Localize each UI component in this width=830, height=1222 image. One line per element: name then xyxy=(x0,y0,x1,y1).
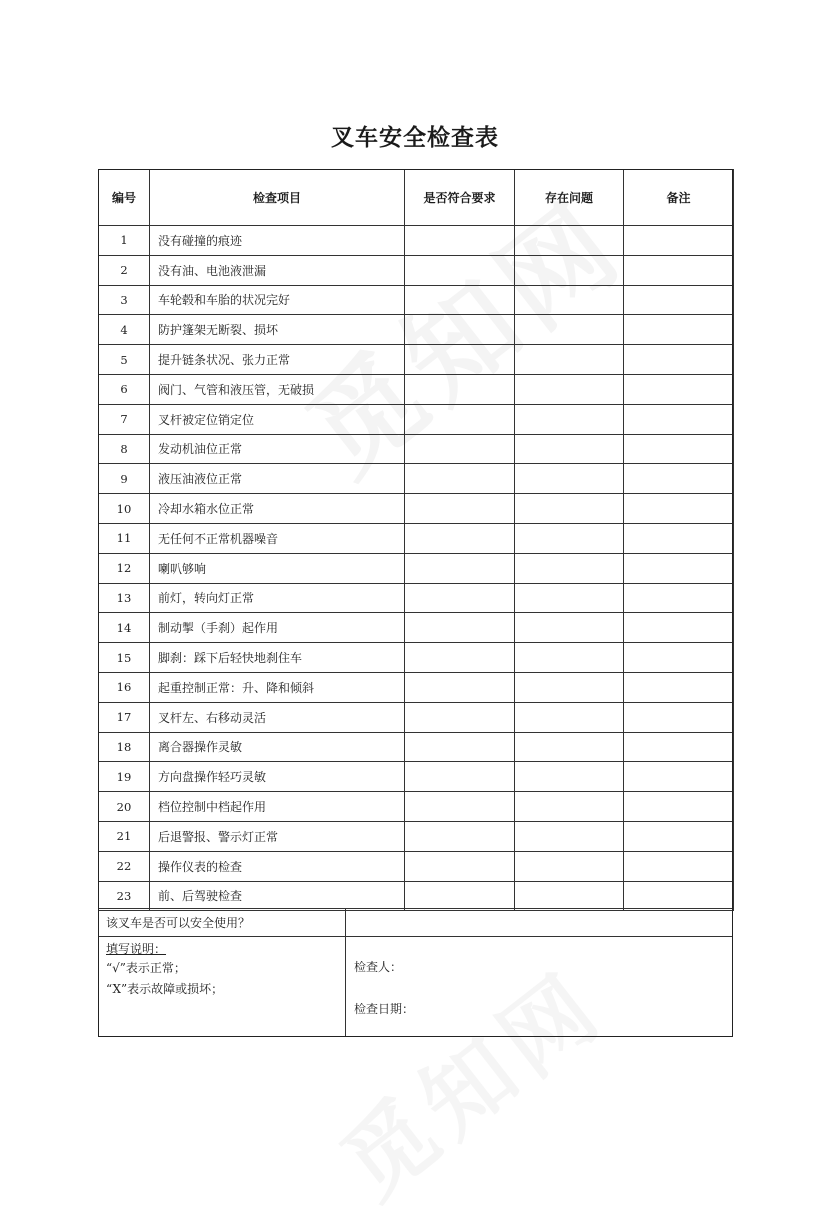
remarks-cell[interactable] xyxy=(624,434,734,464)
compliant-cell[interactable] xyxy=(405,553,515,583)
safety-question-row xyxy=(98,908,733,937)
remarks-cell[interactable] xyxy=(624,762,734,792)
table-header-row xyxy=(99,170,734,226)
row-check-item: 喇叭够响 xyxy=(150,553,405,583)
remarks-cell[interactable] xyxy=(624,404,734,434)
table-row xyxy=(99,315,734,345)
table-row xyxy=(99,792,734,822)
remarks-cell[interactable] xyxy=(624,315,734,345)
row-number: 15 xyxy=(99,643,150,673)
remarks-cell[interactable] xyxy=(624,523,734,553)
issues-cell[interactable] xyxy=(515,464,624,494)
remarks-cell[interactable] xyxy=(624,345,734,375)
issues-cell[interactable] xyxy=(515,672,624,702)
row-number: 9 xyxy=(99,464,150,494)
compliant-cell[interactable] xyxy=(405,494,515,524)
table-row xyxy=(99,732,734,762)
remarks-cell[interactable] xyxy=(624,732,734,762)
row-check-item: 方向盘操作轻巧灵敏 xyxy=(150,762,405,792)
row-check-item: 前、后驾驶检查 xyxy=(150,881,405,911)
row-check-item: 防护篷架无断裂、损坏 xyxy=(150,315,405,345)
issues-cell[interactable] xyxy=(515,226,624,256)
remarks-cell[interactable] xyxy=(624,851,734,881)
signature-row xyxy=(98,937,733,1037)
row-number: 19 xyxy=(99,762,150,792)
table-row xyxy=(99,464,734,494)
table-row xyxy=(99,255,734,285)
compliant-cell[interactable] xyxy=(405,315,515,345)
issues-cell[interactable] xyxy=(515,762,624,792)
compliant-cell[interactable] xyxy=(405,792,515,822)
compliant-cell[interactable] xyxy=(405,374,515,404)
issues-cell[interactable] xyxy=(515,613,624,643)
table-row xyxy=(99,762,734,792)
compliant-cell[interactable] xyxy=(405,881,515,911)
row-check-item: 提升链条状况、张力正常 xyxy=(150,345,405,375)
row-check-item: 发动机油位正常 xyxy=(150,434,405,464)
table-row xyxy=(99,553,734,583)
issues-cell[interactable] xyxy=(515,315,624,345)
fill-instruction-fault: “X”表示故障或损坏； xyxy=(106,982,224,996)
table-row xyxy=(99,881,734,911)
table-row xyxy=(99,434,734,464)
row-check-item: 车轮毂和车胎的状况完好 xyxy=(150,285,405,315)
table-row xyxy=(99,643,734,673)
row-number: 4 xyxy=(99,315,150,345)
issues-cell[interactable] xyxy=(515,643,624,673)
table-row xyxy=(99,404,734,434)
compliant-cell[interactable] xyxy=(405,613,515,643)
row-number: 11 xyxy=(99,523,150,553)
compliant-cell[interactable] xyxy=(405,226,515,256)
table-body xyxy=(99,226,734,911)
table-row xyxy=(99,613,734,643)
inspector-label: 检查人： xyxy=(354,960,403,974)
row-number: 1 xyxy=(99,226,150,256)
row-check-item: 没有油、电池液泄漏 xyxy=(150,255,405,285)
compliant-cell[interactable] xyxy=(405,523,515,553)
page-title: 叉车安全检查表 xyxy=(331,125,499,151)
fill-instructions xyxy=(98,937,346,1037)
row-check-item: 档位控制中档起作用 xyxy=(150,792,405,822)
table-row xyxy=(99,523,734,553)
table-row xyxy=(99,702,734,732)
table-row xyxy=(99,345,734,375)
compliant-cell[interactable] xyxy=(405,643,515,673)
header-compliant: 是否符合要求 xyxy=(405,170,515,226)
row-number: 23 xyxy=(99,881,150,911)
safety-question: 该叉车是否可以安全使用？ xyxy=(98,909,346,936)
compliant-cell[interactable] xyxy=(405,464,515,494)
row-check-item: 叉杆被定位销定位 xyxy=(150,404,405,434)
issues-cell[interactable] xyxy=(515,583,624,613)
issues-cell[interactable] xyxy=(515,345,624,375)
row-check-item: 前灯，转向灯正常 xyxy=(150,583,405,613)
issues-cell[interactable] xyxy=(515,494,624,524)
row-number: 3 xyxy=(99,285,150,315)
remarks-cell[interactable] xyxy=(624,643,734,673)
remarks-cell[interactable] xyxy=(624,374,734,404)
row-number: 10 xyxy=(99,494,150,524)
row-check-item: 阀门、气管和液压管，无破损 xyxy=(150,374,405,404)
issues-cell[interactable] xyxy=(515,553,624,583)
table-row xyxy=(99,494,734,524)
remarks-cell[interactable] xyxy=(624,255,734,285)
remarks-cell[interactable] xyxy=(624,792,734,822)
issues-cell[interactable] xyxy=(515,404,624,434)
row-number: 6 xyxy=(99,374,150,404)
header-item: 检查项目 xyxy=(150,170,405,226)
row-number: 12 xyxy=(99,553,150,583)
issues-cell[interactable] xyxy=(515,285,624,315)
row-number: 17 xyxy=(99,702,150,732)
compliant-cell[interactable] xyxy=(405,672,515,702)
row-number: 8 xyxy=(99,434,150,464)
row-check-item: 制动掣（手刹）起作用 xyxy=(150,613,405,643)
table-row xyxy=(99,821,734,851)
fill-instruction-normal: “√”表示正常； xyxy=(106,961,186,975)
table-row xyxy=(99,851,734,881)
compliant-cell[interactable] xyxy=(405,702,515,732)
table-row xyxy=(99,374,734,404)
compliant-cell[interactable] xyxy=(405,404,515,434)
compliant-cell[interactable] xyxy=(405,345,515,375)
compliant-cell[interactable] xyxy=(405,762,515,792)
issues-cell[interactable] xyxy=(515,851,624,881)
issues-cell[interactable] xyxy=(515,881,624,911)
row-check-item: 后退警报、警示灯正常 xyxy=(150,821,405,851)
row-check-item: 起重控制正常：升、降和倾斜 xyxy=(150,672,405,702)
issues-cell[interactable] xyxy=(515,255,624,285)
row-check-item: 操作仪表的检查 xyxy=(150,851,405,881)
table-row xyxy=(99,583,734,613)
row-number: 22 xyxy=(99,851,150,881)
issues-cell[interactable] xyxy=(515,732,624,762)
issues-cell[interactable] xyxy=(515,523,624,553)
remarks-cell[interactable] xyxy=(624,672,734,702)
compliant-cell[interactable] xyxy=(405,434,515,464)
compliant-cell[interactable] xyxy=(405,851,515,881)
compliant-cell[interactable] xyxy=(405,732,515,762)
row-number: 18 xyxy=(99,732,150,762)
remarks-cell[interactable] xyxy=(624,553,734,583)
header-issues: 存在问题 xyxy=(515,170,624,226)
compliant-cell[interactable] xyxy=(405,255,515,285)
header-remarks: 备注 xyxy=(624,170,734,226)
signature-area xyxy=(354,937,724,1037)
row-number: 20 xyxy=(99,792,150,822)
row-number: 13 xyxy=(99,583,150,613)
row-check-item: 脚刹：踩下后轻快地刹住车 xyxy=(150,643,405,673)
issues-cell[interactable] xyxy=(515,702,624,732)
row-check-item: 离合器操作灵敏 xyxy=(150,732,405,762)
row-number: 7 xyxy=(99,404,150,434)
row-number: 5 xyxy=(99,345,150,375)
table-row xyxy=(99,285,734,315)
remarks-cell[interactable] xyxy=(624,285,734,315)
remarks-cell[interactable] xyxy=(624,494,734,524)
header-number: 编号 xyxy=(99,170,150,226)
issues-cell[interactable] xyxy=(515,374,624,404)
compliant-cell[interactable] xyxy=(405,285,515,315)
row-check-item: 液压油液位正常 xyxy=(150,464,405,494)
remarks-cell[interactable] xyxy=(624,881,734,911)
remarks-cell[interactable] xyxy=(624,464,734,494)
inspection-date-label: 检查日期： xyxy=(354,1002,415,1016)
compliant-cell[interactable] xyxy=(405,583,515,613)
issues-cell[interactable] xyxy=(515,821,624,851)
row-check-item: 没有碰撞的痕迹 xyxy=(150,226,405,256)
remarks-cell[interactable] xyxy=(624,583,734,613)
issues-cell[interactable] xyxy=(515,792,624,822)
remarks-cell[interactable] xyxy=(624,613,734,643)
fill-instructions-title: 填写说明： xyxy=(106,942,167,956)
issues-cell[interactable] xyxy=(515,434,624,464)
row-check-item: 冷却水箱水位正常 xyxy=(150,494,405,524)
table-row xyxy=(99,226,734,256)
compliant-cell[interactable] xyxy=(405,821,515,851)
remarks-cell[interactable] xyxy=(624,702,734,732)
remarks-cell[interactable] xyxy=(624,821,734,851)
row-check-item: 叉杆左、右移动灵活 xyxy=(150,702,405,732)
row-number: 14 xyxy=(99,613,150,643)
row-number: 16 xyxy=(99,672,150,702)
row-check-item: 无任何不正常机器噪音 xyxy=(150,523,405,553)
remarks-cell[interactable] xyxy=(624,226,734,256)
row-number: 2 xyxy=(99,255,150,285)
row-number: 21 xyxy=(99,821,150,851)
table-row xyxy=(99,672,734,702)
inspection-table xyxy=(98,169,734,911)
